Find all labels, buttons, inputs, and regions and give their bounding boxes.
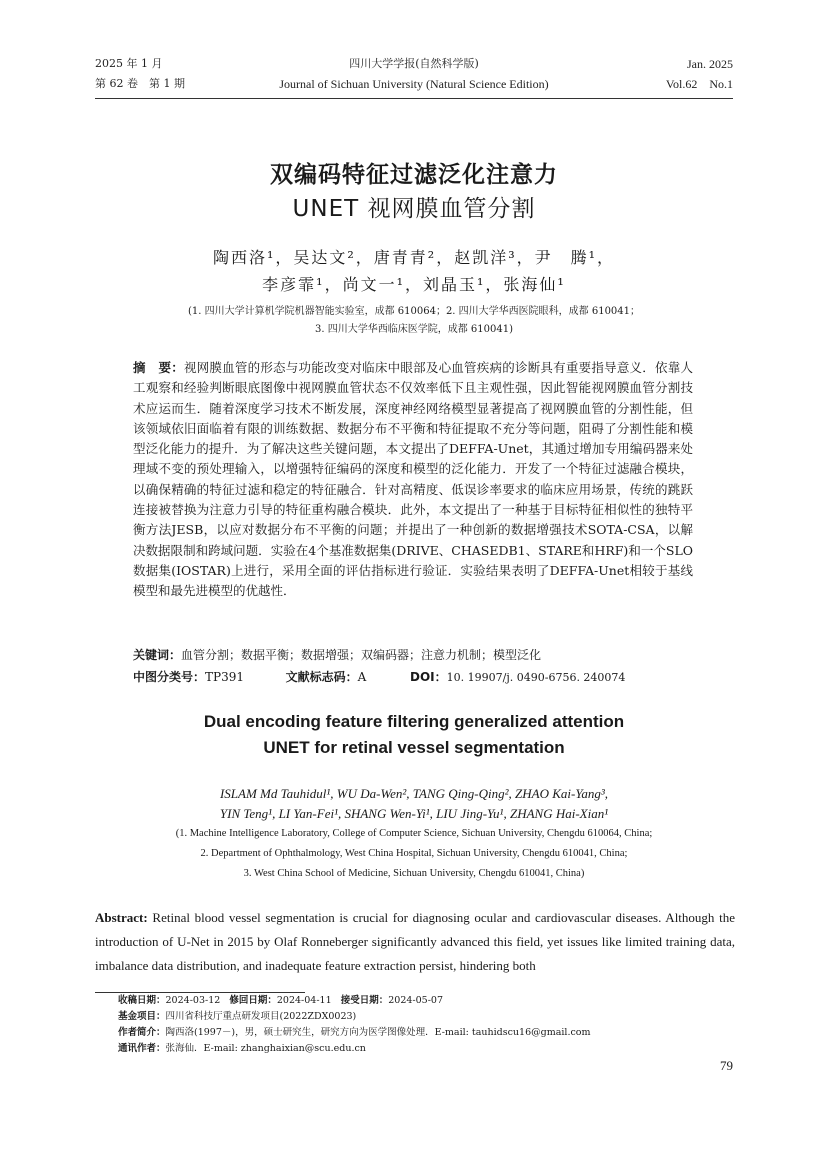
header-rule: [95, 98, 733, 99]
abstract-en-text: Retinal blood vessel segmentation is crucial for diagnosing ocular and cardiovascular diseases. Although the introduction of U-Net in 2015 by Olaf Ronneberger significantly advanced this field, yet issues like limited training data, imbalance data distribution, and inadequate feature extraction persist, hindering both: [95, 910, 735, 973]
received-date: 2024-03-12: [165, 995, 221, 1006]
keywords: [133, 646, 693, 663]
authors-cn-line1: 陶西洛¹，吴达文²，唐青青²，赵凯洋³，尹 腾¹，: [212, 248, 616, 267]
affiliations-cn-line2: 3. 四川大学华西临床医学院，成都 610041): [315, 324, 513, 335]
abstract-en-label: Abstract:: [95, 910, 148, 925]
abstract-cn: [133, 358, 693, 602]
title-cn-line2: UNET 视网膜血管分割: [292, 196, 536, 222]
header-journal-cn: 四川大学学报(自然科学版): [349, 57, 479, 70]
keywords-label: 关键词：: [133, 648, 182, 662]
classification-line: [133, 668, 693, 685]
doi-value: 10. 19907/j. 0490-6756. 240074: [446, 671, 626, 684]
bio-label: 作者简介：: [118, 1027, 166, 1038]
authors-en-line2: YIN Teng¹, LI Yan-Fei¹, SHANG Wen-Yi¹, LIU Jing-Yu¹, ZHANG Hai-Xian¹: [219, 806, 609, 821]
abstract-cn-label: 摘 要：: [133, 360, 184, 375]
header-volume-issue: 第 62 卷 第 1 期: [95, 77, 185, 90]
header-volume-en: Vol.62 No.1: [665, 77, 733, 91]
abstract-en: [95, 906, 735, 978]
keywords-text: 血管分割；数据平衡；数据增强；双编码器；注意力机制；模型泛化: [181, 648, 542, 662]
corresponding-value: 张海仙．E-mail: zhanghaixian@scu.edu.cn: [165, 1043, 366, 1054]
header-journal-en: Journal of Sichuan University (Natural Science Edition): [279, 77, 549, 91]
fund-value: 四川省科技厅重点研发项目(2022ZDX0023): [165, 1011, 357, 1022]
revised-label: 修回日期：: [229, 995, 277, 1006]
title-en-line1: Dual encoding feature filtering generalized attention: [203, 712, 625, 731]
doi-label: DOI：: [410, 670, 447, 684]
affiliations-en-line2: 2. Department of Ophthalmology, West China Hospital, Sichuan University, Chengdu 610041, China;: [200, 848, 628, 859]
title-en-line2: UNET for retinal vessel segmentation: [263, 738, 565, 757]
bio-value: 陶西洛(1997－)，男，硕士研究生，研究方向为医学图像处理．E-mail: tauhidscu16@gmail.com: [165, 1027, 591, 1038]
clc-value: TP391: [205, 670, 244, 684]
header-date-en: Jan. 2025: [687, 57, 733, 71]
accepted-label: 接受日期：: [340, 995, 389, 1006]
header-date: 2025 年 1 月: [95, 57, 163, 70]
fund-label: 基金项目：: [118, 1011, 166, 1022]
affiliations-en-line1: (1. Machine Intelligence Laboratory, College of Computer Science, Sichuan University, Chengdu 610064, China;: [175, 828, 653, 839]
footnote-dates: [118, 993, 738, 1009]
page-number: 79: [720, 1058, 733, 1073]
footnote-fund: [118, 1009, 738, 1025]
title-cn-line1: 双编码特征过滤泛化注意力: [270, 162, 558, 188]
authors-en-line1: ISLAM Md Tauhidul¹, WU Da-Wen², TANG Qing-Qing², ZHAO Kai-Yang³,: [219, 786, 609, 801]
accepted-date: 2024-05-07: [388, 995, 444, 1006]
received-label: 收稿日期：: [118, 995, 166, 1006]
affiliations-cn-line1: (1. 四川大学计算机学院机器智能实验室，成都 610064；2. 四川大学华西医院眼科，成都 610041；: [187, 306, 641, 317]
footnote-bio: [118, 1025, 738, 1041]
doc-code-value: A: [357, 670, 367, 684]
authors-cn-line2: 李彦霏¹，尚文一¹，刘晶玉¹，张海仙¹: [262, 275, 566, 294]
corresponding-label: 通讯作者：: [118, 1043, 166, 1054]
footnote-corresponding: [118, 1041, 738, 1057]
affiliations-en-line3: 3. West China School of Medicine, Sichuan University, Chengdu 610041, China): [243, 868, 585, 879]
clc-label: 中图分类号：: [133, 670, 206, 684]
doc-code-label: 文献标志码：: [285, 670, 358, 684]
revised-date: 2024-04-11: [276, 995, 332, 1006]
abstract-cn-text: 视网膜血管的形态与功能改变对临床中眼部及心血管疾病的诊断具有重要指导意义．依靠人工观察和经验判断眼底图像中视网膜血管状态不仅效率低下且主观性强，因此智能视网膜血管分割技术应运而生．随着深度学习技术不断发展，深度神经网络模型显著提高了视网膜血管的分割性能，但该领域依旧面临着有限的训练数据、数据分布不平衡和特征提取不充分等问题，阻碍了分割性能和模型泛化能力的提升．为了解决这些关键问题，本文提出了DEFFA-Unet，其通过增加专用编码器来处理域不变的预处理输入，以增强特征编码的深度和模型的泛化能力．开发了一个特征过滤融合模块，以确保精确的特征过滤和稳定的特征融合．针对高精度、低误诊率要求的临床应用场景，传统的跳跃连接被替换为注意力引导的特征重构融合模块．此外，本文提出了一种基于目标特征相似性的独特平衡方法JESB，以应对数据分布不平衡的问题；并提出了一种创新的数据增强技术SOTA-CSA，以解决数据限制和跨域问题．实验在4个基准数据集(DRIVE、CHASEDB1、STARE和HRF)和一个SLO数据集(IOSTAR)上进行，采用全面的评估指标进行验证．实验结果表明了DEFFA-Unet相较于基线模型和最先进模型的优越性．: [133, 360, 693, 599]
